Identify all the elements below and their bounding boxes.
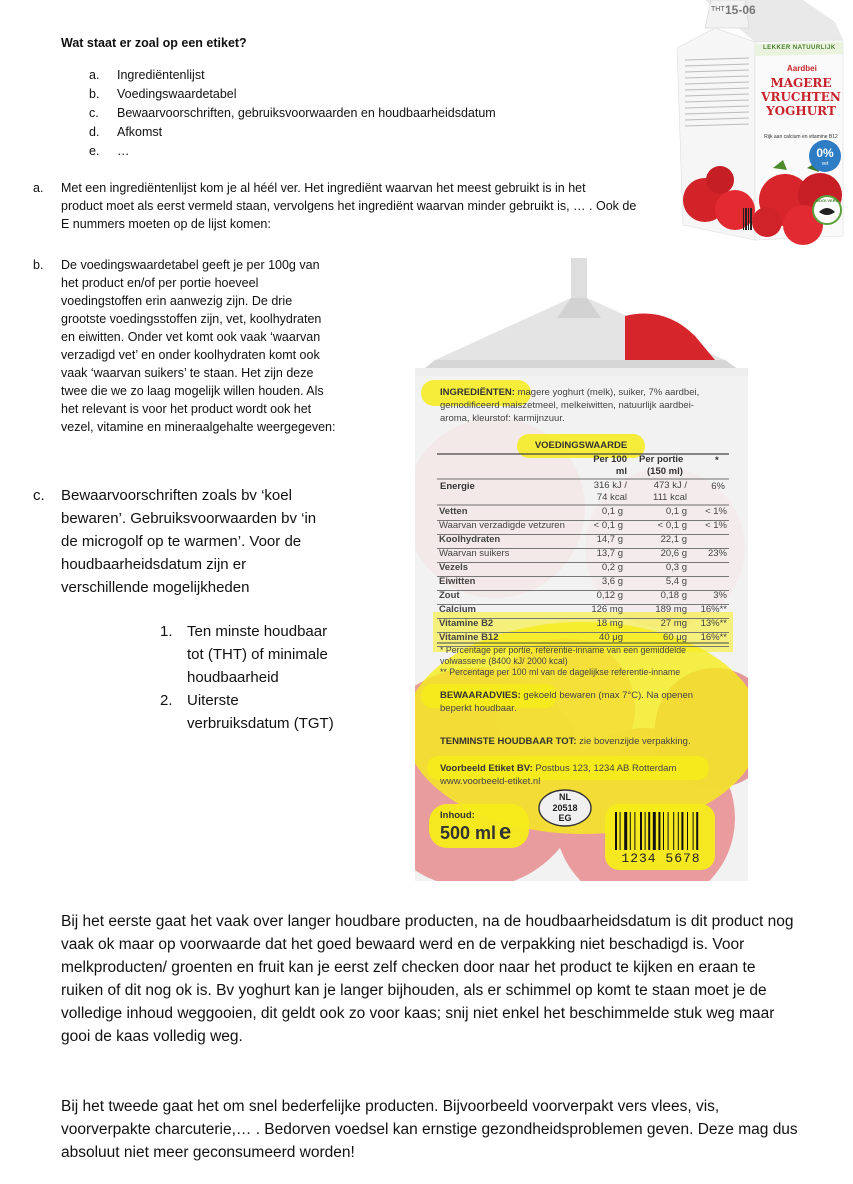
date-stamp: THT	[711, 6, 725, 13]
table-row: Vetten 0,1 g 0,1 g < 1%	[437, 506, 729, 521]
page-heading: Wat staat er zoal op een etiket?	[61, 36, 247, 50]
para-b-text: De voedingswaardetabel geeft je per 100g van het product en/of per portie hoeveel voedingstoffen erin aanwezig zijn. De drie grootste voedingsstoffen zijn, vet, koolhydraten en eiwitten. Onder vet komt ook vaak ‘waarvan verzadigd vet’ en onder koolhydraten komt ook vaak ‘waarvan suikers’ te staan. Het zijn deze twee die we zo laag mogelijk willen houden. Als het relevant is voor het product wordt ook het vezel, vitamine en mineraalgehalte weergegeven:	[61, 258, 336, 434]
table-row: Vitamine B2 18 mg 27 mg 13%**	[437, 618, 729, 633]
list-item: a. Ingrediëntenlijst	[89, 68, 205, 82]
ingredients-block: INGREDIËNTEN: magere yoghurt (melk), suiker, 7% aardbei, gemodificeerd maiszetmeel, melkeiwitten, natuurlijk aardbei- aroma, kleurstof: karmijnzuur.	[440, 387, 700, 424]
date-value: 15-06	[725, 3, 756, 17]
nutrition-label-carton	[415, 258, 748, 881]
nutrition-title: VOEDINGSWAARDE	[534, 440, 628, 451]
list-item: e. …	[89, 144, 130, 158]
row-energy-v3: 6%	[711, 481, 725, 492]
sublist	[160, 620, 400, 735]
table-row: Calcium 126 mg 189 mg 16%**	[437, 604, 729, 619]
carton-banner: LEKKER NATUURLIJK	[763, 45, 836, 51]
cow-badge-label: MOOI VERS	[815, 198, 839, 203]
carton-flavor: Aardbei	[787, 64, 817, 73]
contents-label: Inhoud:	[440, 810, 475, 821]
list-item: 2. Uiterste verbruiksdatum (TGT)	[160, 692, 334, 732]
barcode-number: 1234 5678	[621, 851, 701, 866]
estimate-sign-icon: e	[499, 819, 512, 844]
col-header-ri: *	[715, 455, 719, 466]
table-row: Vezels 0,2 g 0,3 g	[437, 562, 729, 577]
company-info: Voorbeeld Etiket BV: Postbus 123, 1234 AB Rotterdam www.voorbeeld-etiket.nl	[440, 763, 677, 787]
list-item: d. Afkomst	[89, 125, 163, 139]
para-a-text: Met een ingrediëntenlijst kom je al héél ver. Het ingrediënt waarvan het meest gebruikt is in het product moet als eerst vermeld staan, vervolgens het ingrediënt waarvan minder gebruikt is, … . Ook de E nummers moeten op de lijst komen:	[61, 181, 637, 231]
para-c-marker: c.	[33, 487, 45, 504]
table-row: Zout 0,12 g 0,18 g 3%	[437, 590, 729, 605]
carton-product-name: MAGERE VRUCHTEN YOGHURT	[761, 76, 841, 118]
table-row: Vitamine B12 40 μg 60 μg 16%**	[437, 632, 729, 647]
table-row: Koolhydraten 14,7 g 22,1 g	[437, 534, 729, 549]
para-b-marker: b.	[33, 258, 44, 272]
row-energy-name: Energie	[440, 481, 475, 492]
footnote-portion: * Percentage per portie, referentie-inname van een gemiddelde volwassene (8400 kJ/ 2000 kcal) ** Percentage per 100 ml van de dagelijkse referentie-inname	[440, 645, 686, 677]
table-row: Waarvan verzadigde vetzuren < 0,1 g < 0,1 g < 1%	[437, 520, 729, 535]
storage-advice: BEWAARADVIES: gekoeld bewaren (max 7°C). Na openen beperkt houdbaar.	[440, 690, 694, 714]
table-row: Eiwitten 3,6 g 5,4 g	[437, 576, 729, 591]
yoghurt-carton-photo	[675, 0, 845, 245]
col-header-per100: Per 100 ml	[593, 454, 627, 477]
fat-badge-label: vet	[821, 161, 829, 167]
paragraph-first: Bij het eerste gaat het vaak over langer houdbare producten, na de houdbaarheidsdatum is dit product nog vaak ok maar op voorwaarde dat het goed bewaard werd en de verpakking niet beschadigd is. Voor melkproducten/ groenten en fruit kan je eerst zelf checken door naar het product te kijken en eraan te ruiken of dit nog ok is. Bv yoghurt kan je langer bijhouden, als er schimmel op komt te staan moet je de volledige inhoud weggooien, dit geldt ook zo voor kaas; snij niet enkel het beschimmelde stuk weg maar gooi de kaas volledig weg.	[61, 913, 794, 1045]
fat-badge-value: 0%	[816, 146, 834, 160]
paragraph-second: Bij het tweede gaat het om snel bederfelijke producten. Bijvoorbeeld voorverpakt vers vlees, vis, voorverpakte charcuterie,… . Bedorven voedsel kan ernstige gezondheidsproblemen geven. Deze mag dus absoluut niet meer geconsumeerd worden!	[61, 1098, 798, 1161]
para-a-marker: a.	[33, 181, 44, 195]
col-header-portion: Per portie (150 ml)	[639, 454, 684, 477]
para-c-text: Bewaarvoorschriften zoals bv ‘koel bewaren’. Gebruiksvoorwaarden bv ‘in de microgolf op te warmen’. Voor de houdbaarheidsdatum zijn er verschillende mogelijkheden	[61, 487, 317, 596]
best-before: TENMINSTE HOUDBAAR TOT: zie bovenzijde verpakking.	[440, 736, 691, 747]
row-energy-v1: 316 kJ / 74 kcal	[593, 480, 627, 503]
table-row: Waarvan suikers 13,7 g 20,6 g 23%	[437, 548, 729, 563]
list-item: 1. Ten minste houdbaar tot (THT) of minimale houdbaarheid	[160, 623, 328, 686]
health-stamp: NL 20518 EG	[552, 792, 578, 823]
row-energy-v2: 473 kJ / 111 kcal	[653, 480, 687, 503]
list-item: c. Bewaarvoorschriften, gebruiksvoorwaarden en houdbaarheidsdatum	[89, 106, 496, 120]
contents-value: 500 ml e	[440, 819, 512, 844]
label-items-list	[89, 66, 496, 161]
list-item: b. Voedingswaardetabel	[89, 87, 237, 101]
carton-claim: Rijk aan calcium en vitamine B12	[764, 134, 838, 140]
